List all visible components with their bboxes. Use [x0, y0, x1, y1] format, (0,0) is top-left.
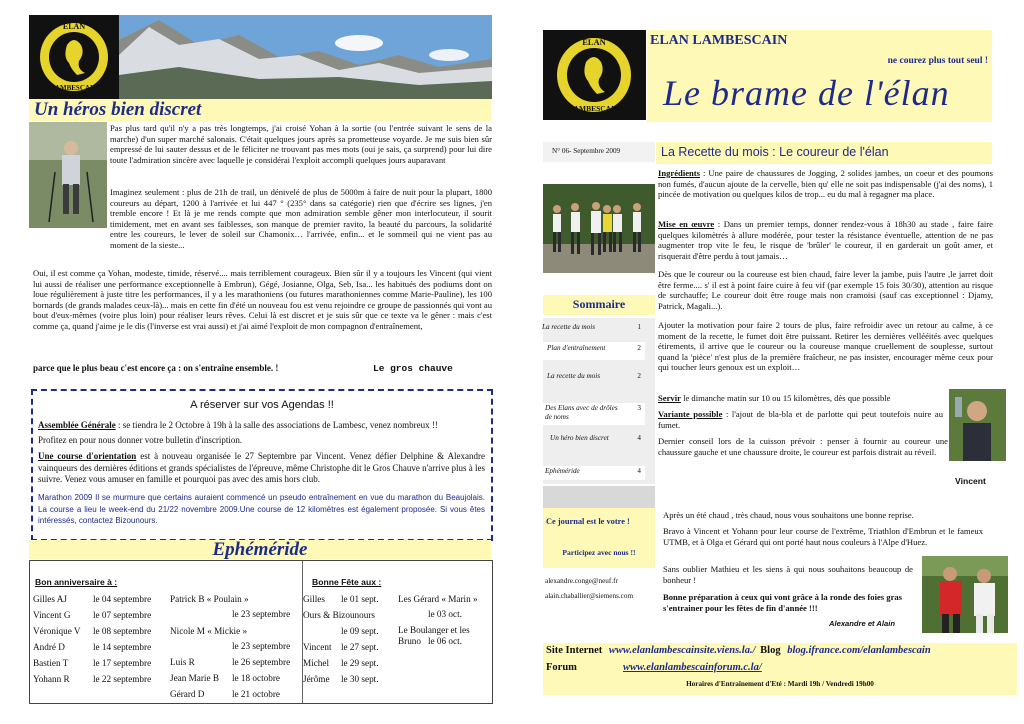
hero-title: Un héros bien discret [34, 99, 202, 120]
svg-text:LAMBESCAIN: LAMBESCAIN [50, 84, 98, 92]
reserve-ag-text: : se tiendra le 2 Octobre à 19h à la salle des associations de Lambesc, venez nombreux !! [115, 420, 438, 430]
reserve-box [31, 389, 493, 541]
reserve-ag [38, 419, 485, 431]
recette-mise-en-oeuvre: Mise en œuvre : Dans un premier temps, donner rendez-vous à 18h30 au stade , faire faire quelques kilomètrés à allure modérée, pour tester la résistance éventuelle, attention de ne pas augmenter trop vite le feu, le risque de 'brûler' le coureur, il en garderait un goût amer, et risquerait d'être perdu à tout jamais… [658, 219, 993, 261]
anniv-row: Gérard D le 21 octobre [170, 689, 280, 699]
fete-row: Jérôme le 30 sept. [303, 674, 379, 684]
sommaire-spacer [543, 486, 655, 508]
club-logo-left [29, 15, 119, 99]
fete-row: Michel le 29 sept. [303, 658, 379, 668]
sommaire-item[interactable]: Ephéméride 4 [542, 466, 645, 480]
motto: ne courez plus tout seul ! [887, 56, 988, 66]
anniv-row: André D le 14 septembre [33, 642, 152, 652]
sommaire-item[interactable]: Plan d'entraînement 2 [542, 342, 645, 360]
email-alexandre[interactable]: alexandre.conge@neuf.fr [545, 577, 618, 585]
site-link[interactable]: www.elanlambescainsite.viens.la./ [608, 645, 756, 656]
recette-paragraph-4: Ajouter la motivation pour faire 2 tours de plus, faire refroidir avec un retour au calme, à ce moment de la recette, le fumet doit être puissant. Retirer les dernières vellééités avec quelques étirements, il arrive que le coureur ou la coureuse manque cruellement de souplesse, surtout quand la 'pièce' n'est plus de la première fraîcheur, ne pas insister, encourager même ceux pour qui toucher leurs genoux est un exploit… [658, 320, 993, 373]
fete-label: Bonne Fête aux : [312, 577, 382, 587]
anniv-row: le 23 septembre [232, 609, 291, 619]
hero-closing: parce que le plus beau c'est encore ça : on s'entraîne ensemble. ! [33, 363, 279, 373]
fete-row: le 03 oct. [428, 609, 462, 619]
hero-title-band [29, 99, 491, 121]
blog-link[interactable]: blog.ifrance.com/elanlambescain [787, 645, 931, 656]
bonne-preparation: Bonne préparation à ceux qui vont grâce à la ronde des foies gras s'entrainer pour les fêtes de fin d'année !!! [663, 592, 903, 613]
svg-text:ELAN: ELAN [62, 22, 86, 31]
reserve-orientation-text: est à nouveau organisée le 27 Septembre par Vincent. Venez défier Delphine & Alexandre vainqueurs des dernières éditions et grands spécialistes de l'épreuve, même Christophe dit le Gros Chauve n'arrive plus à les suivre. Venez vous amuser en famille et pourquoi pas avec des amis hors club. [38, 451, 485, 484]
elan-logo-icon [29, 15, 119, 99]
vincent-caption: Vincent [955, 476, 986, 486]
recette-ingredients: Ingrédients : Une paire de chaussures de Jogging, 2 solides jambes, un coeur et des poumons non fumés, d'aucun ajoute de la cervelle, bien qu' elle ne soit pas indispensable (j'ai des noms), 1 pincée de motivation ou quelques kilos de trop... eu du mal à regagner ma place. [658, 168, 993, 200]
reserve-bulletin: Profitez en pour nous donner votre bulletin d'inscription. [38, 435, 243, 445]
svg-text:ELAN: ELAN [582, 37, 606, 47]
site-internet-row [546, 645, 931, 656]
fete-row: Vincent le 27 sept. [303, 642, 379, 652]
reserve-orientation [38, 451, 485, 486]
fete-row: Bruno le 06 oct. [398, 636, 462, 646]
issue-number: N° 06- Septembre 2009 [552, 147, 621, 155]
vote-title: Ce journal est le votre ! [546, 517, 630, 526]
anniv-row: Jean Marie B le 18 octobre [170, 673, 280, 683]
svg-text:LAMBESCAIN: LAMBESCAIN [568, 104, 620, 113]
anniv-row: le 23 septembre [232, 641, 291, 651]
ephemeride-band [29, 540, 491, 559]
elan-logo-icon [543, 30, 646, 120]
vincent-photo [949, 389, 1006, 461]
forum-link[interactable]: www.elanlambescainforum.c.la/ [623, 662, 762, 673]
sommaire-title: Sommaire [572, 297, 626, 311]
site-label: Site Internet [546, 645, 603, 656]
sommaire-item[interactable]: La recette du mois 1 [542, 323, 641, 331]
forum-label: Forum [546, 662, 577, 673]
anniv-row: Nicole M « Mickie » [170, 626, 248, 636]
recette-variante: Variante possible : l'ajout de bla-bla et de parlotte qui peut toutefois nuire au fumet. [658, 409, 943, 430]
fete-row: Gilles le 01 sept. [303, 594, 379, 604]
recette-paragraph-3: Dès que le coureur ou la coureuse est bien chaud, faire lever la jambe, puis l'autre ,le jarret doit être ferme.... s' il est à point faire cuire à feu vif (par exemple 15 fois 30/30), attention au risque de surchauffe; Le coureur doit être rouge mais non cramoisi (sauf cas exceptionnel : Djamy, Patrick, Magali...). [658, 269, 993, 311]
recette-title: La Recette du mois : Le coureur de l'élan [661, 145, 889, 159]
hero-paragraph-1: Pas plus tard qu'il n'y a pas très longtemps, j'ai croisé Yohan à la sortie (ou l'entrée suivant le sens de la marche) d'un super marché salonais. C'était quelques jours après sa prometteuse voyarde. Je me suis bien sûr empressé de lui sauter dessus et de le féliciter ne trouvant pas mes mots (oui je sais, ça surprend) pour lui dire toute l'admiration sincère avec laquelle je considérai l'exploit accompli quelques jours auparavant [110, 123, 492, 165]
anniv-row: Luis R le 26 septembre [170, 657, 291, 667]
recette-conseil: Dernier conseil lors de la cuisson prévoir : penser à fournir au coureur une chaussure gauche et une chaussure droite, le coureur est parfois distrait au réveil. [658, 436, 948, 457]
fete-row: Ours & Bizounours [303, 610, 375, 620]
anniv-row: Yohann R le 22 septembre [33, 674, 152, 684]
anniv-row: Gilles AJ le 04 septembre [33, 594, 152, 604]
chaud-paragraph-1: Après un été chaud , très chaud, nous vous souhaitons une bonne reprise. [663, 510, 914, 520]
chaud-paragraph-3: Sans oublier Mathieu et les siens à qui nous souhaitons beaucoup de bonheur ! [663, 564, 913, 585]
club-name: ELAN LAMBESCAIN [650, 33, 788, 48]
runners-photo [543, 184, 655, 273]
fete-row: Les Gérard « Marin » [398, 594, 478, 604]
hero-paragraph-2: Imaginez seulement : plus de 21h de trail, un dénivelé de plus de 5000m à faire de nuit pour la plupart, 1800 coureurs au départ, 1200 à l'arrivée et lui 447 ° (235° dans sa catégorie) rien que d'écrire ses lignes, j'en tremble encore ! Et là je me rends compte que mon admiration semble gêner mon interlocuteur, il sourit timidement, met en avant ses faiblesses, son manque de premier ravito, la beauté du parcours, la solidarité entre les coureurs, le lever de soleil sur Chamonix… l'arrivée, enfin... et le sommeil qui ne vient pas au moment de la sieste... [110, 187, 492, 250]
chaud-paragraph-2: Bravo à Vincent et Yohann pour leur course de l'extrême, Triathlon d'Embrun et le fameux UTMB, et à Olga et Gérard qui ont porté haut nous couleurs à l'Alpe d'Huez. [663, 526, 983, 547]
reserve-orientation-label: Une course d'orientation [38, 451, 137, 461]
hero-paragraph-3: Oui, il est comme ça Yohan, modeste, timide, réservé.... mais terriblement courageux. Bien sûr il y a toujours les Vincent (qui vient lui aussi de réaliser une performance exceptionnelle à Embrun), Gégé, Josianne, Olga, Seb, Isa... les habitués des podiums dont on loue régulièrement à juste titre les performances, il y a les marathoniens (ou futures marathoniennes comme Marie-Pauline), les 100 bornards (de grands malades ceux-là)... mais en cette fin d'été un nouveau fou est venu rejoindre ce groupe de passionnés qui vont au bout d'eux-mêmes (voire plus loin) pour réaliser leurs rêves. Celui là est discret et je suis sûr que ce texte va le gêner : mais c'est comme ça, quand j'aime je le dis (l'inverse est vrai aussi) et j'ai aimé l'exploit de mon compagnon d'entraînement, [33, 268, 492, 331]
email-alain[interactable]: alain.chaballier@siemens.com [545, 592, 634, 600]
fete-row: Le Boulanger et les [398, 625, 470, 635]
journal-title: Le brame de l'élan [663, 73, 950, 113]
issue-band [543, 142, 655, 162]
horaires: Horaires d'Entraînement d'Eté : Mardi 19h / Vendredi 19h00 [686, 680, 874, 688]
anniv-row: Véronique V le 08 septembre [33, 626, 152, 636]
blog-label: Blog [760, 645, 781, 656]
vote-subtitle: Participez avec nous !! [562, 548, 636, 557]
recette-servir: Servir le dimanche matin sur 10 ou 15 kilomètres, dès que possible [658, 393, 891, 403]
journal-header [647, 30, 992, 122]
anniv-row: Patrick B « Poulain » [170, 594, 249, 604]
hiker-photo [29, 122, 107, 228]
anniversaire-label: Bon anniversaire à : [35, 577, 118, 587]
hero-paragraph-2-wrap [110, 187, 492, 251]
vote-box [543, 508, 655, 568]
mountain-photo [119, 15, 492, 99]
reserve-title: A réserver sur vos Agendas !! [190, 399, 334, 411]
fete-row: le 09 sept. [341, 626, 379, 636]
sommaire-band [543, 295, 655, 315]
hero-signature: Le gros chauve [373, 363, 453, 374]
ephemeride-title: Ephéméride [212, 539, 308, 560]
footer-band [543, 643, 1017, 695]
anniv-row: Vincent G le 07 septembre [33, 610, 152, 620]
recette-band [656, 142, 992, 164]
club-logo-right [543, 30, 646, 120]
alex-caption: Alexandre et Alain [829, 619, 895, 628]
anniv-row: Bastien T le 17 septembre [33, 658, 152, 668]
reserve-ag-label: Assemblée Générale [38, 420, 116, 430]
sommaire-item[interactable]: Des Elans avec de drôles de noms 3 [542, 403, 645, 425]
reserve-marathon: Marathon 2009 Il se murmure que certains auraient commencé un pseudo entraînement en vue du marathon du Beaujolais. La course a lieu le week-end du 21/22 novembre 2009.Une course de 12 kilomètres est également proposée. Si vous êtes intéressés, contactez Bizounours. [38, 493, 485, 525]
alexandre-alain-photo [922, 556, 1008, 633]
